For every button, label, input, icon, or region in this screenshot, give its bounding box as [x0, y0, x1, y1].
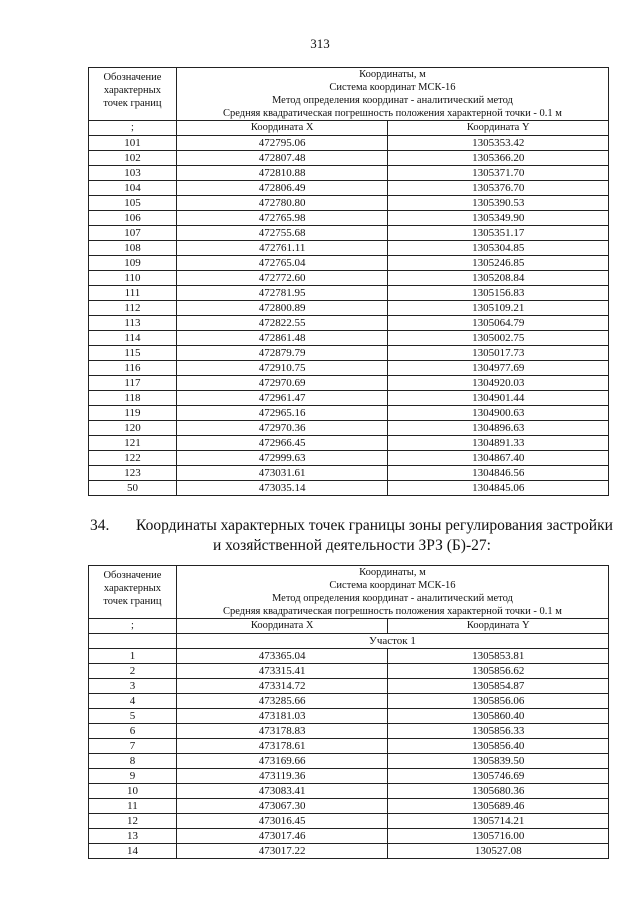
- column-header-row: [89, 121, 609, 136]
- coordinate-x-cell: 473067.30: [176, 799, 388, 814]
- table-row: [89, 844, 609, 859]
- coordinate-x-cell: 472800.89: [176, 301, 388, 316]
- point-number-cell: 121: [89, 436, 177, 451]
- table-row: [89, 739, 609, 754]
- coordinate-x-cell: 473169.66: [176, 754, 388, 769]
- point-number-cell: 5: [89, 709, 177, 724]
- coordinates-table-1: [88, 67, 609, 496]
- coordinate-y-cell: 1304900.63: [388, 406, 609, 421]
- sub-header-y: Координата Y: [388, 121, 609, 136]
- coordinate-x-cell: 472879.79: [176, 346, 388, 361]
- coordinate-y-cell: 1305351.17: [388, 226, 609, 241]
- table-row: [89, 256, 609, 271]
- point-number-cell: 117: [89, 376, 177, 391]
- point-number-cell: 103: [89, 166, 177, 181]
- group-row: [89, 634, 609, 649]
- table-row: [89, 814, 609, 829]
- coordinate-y-cell: 1305856.40: [388, 739, 609, 754]
- table-row: [89, 376, 609, 391]
- table-row: [89, 649, 609, 664]
- point-number-cell: 1: [89, 649, 177, 664]
- table-row: [89, 436, 609, 451]
- coordinate-x-cell: 473119.36: [176, 769, 388, 784]
- table-row: [89, 136, 609, 151]
- table-row: [89, 481, 609, 496]
- coordinate-y-cell: 1305156.83: [388, 286, 609, 301]
- table-header-row: [89, 68, 609, 121]
- coordinate-y-cell: 1305746.69: [388, 769, 609, 784]
- sub-header-x: Координата X: [176, 121, 388, 136]
- column-header-row: [89, 619, 609, 634]
- coordinate-x-cell: 472781.95: [176, 286, 388, 301]
- table-row: [89, 151, 609, 166]
- coordinate-y-cell: 1305390.53: [388, 196, 609, 211]
- coordinate-y-cell: 1304896.63: [388, 421, 609, 436]
- point-number-cell: 106: [89, 211, 177, 226]
- coordinate-y-cell: 1304867.40: [388, 451, 609, 466]
- point-number-cell: 113: [89, 316, 177, 331]
- point-number-cell: 114: [89, 331, 177, 346]
- coordinate-x-cell: 473083.41: [176, 784, 388, 799]
- coordinate-x-cell: 473315.41: [176, 664, 388, 679]
- page-number: 313: [310, 36, 330, 51]
- header-info-line: Координаты, м: [359, 567, 426, 578]
- coordinate-y-cell: 1305714.21: [388, 814, 609, 829]
- section-title-line-2: и хозяйственной деятельности ЗРЗ (Б)-27:: [213, 537, 491, 554]
- table-row: [89, 694, 609, 709]
- coordinate-x-cell: 472795.06: [176, 136, 388, 151]
- coordinate-x-cell: 472807.48: [176, 151, 388, 166]
- table-row: [89, 709, 609, 724]
- coordinate-y-cell: 1305856.62: [388, 664, 609, 679]
- table-row: [89, 799, 609, 814]
- table-row: [89, 211, 609, 226]
- coordinate-y-cell: 1304846.56: [388, 466, 609, 481]
- coordinate-y-cell: 1305716.00: [388, 829, 609, 844]
- header-label-line: точек границ: [103, 596, 162, 607]
- coordinate-x-cell: 472761.11: [176, 241, 388, 256]
- coordinate-x-cell: 472965.16: [176, 406, 388, 421]
- sub-header-y: Координата Y: [388, 619, 609, 634]
- table-row: [89, 196, 609, 211]
- coordinate-y-cell: 1305064.79: [388, 316, 609, 331]
- point-designation-header: [89, 566, 177, 619]
- table-row: [89, 466, 609, 481]
- table-row: [89, 664, 609, 679]
- coordinate-y-cell: 1305839.50: [388, 754, 609, 769]
- table-row: [89, 679, 609, 694]
- coordinate-x-cell: 473181.03: [176, 709, 388, 724]
- point-number-cell: 105: [89, 196, 177, 211]
- point-number-cell: 109: [89, 256, 177, 271]
- point-number-cell: 14: [89, 844, 177, 859]
- coordinate-y-cell: 1305353.42: [388, 136, 609, 151]
- coordinate-x-cell: 472772.60: [176, 271, 388, 286]
- coordinate-x-cell: 472999.63: [176, 451, 388, 466]
- coordinate-y-cell: 1305689.46: [388, 799, 609, 814]
- header-info-line: Метод определения координат - аналитический метод: [271, 95, 513, 106]
- coordinate-y-cell: 1305856.33: [388, 724, 609, 739]
- sub-header-col1: ;: [89, 121, 177, 136]
- coordinate-x-cell: 472910.75: [176, 361, 388, 376]
- point-designation-header: [89, 68, 177, 121]
- table-row: [89, 391, 609, 406]
- header-info-line: Средняя квадратическая погрешность положения характерной точки - 0.1 м: [222, 606, 562, 617]
- point-number-cell: 9: [89, 769, 177, 784]
- table-row: [89, 421, 609, 436]
- coordinate-y-cell: 1305853.81: [388, 649, 609, 664]
- point-number-cell: 2: [89, 664, 177, 679]
- point-number-cell: 122: [89, 451, 177, 466]
- point-number-cell: 12: [89, 814, 177, 829]
- header-label-line: Обозначение: [103, 72, 162, 83]
- coordinate-y-cell: 1305304.85: [388, 241, 609, 256]
- table-row: [89, 286, 609, 301]
- coordinate-x-cell: 472822.55: [176, 316, 388, 331]
- coordinate-y-cell: 1304891.33: [388, 436, 609, 451]
- table-row: [89, 361, 609, 376]
- coordinate-y-cell: 1305856.06: [388, 694, 609, 709]
- point-number-cell: 7: [89, 739, 177, 754]
- coordinate-x-cell: 472765.98: [176, 211, 388, 226]
- coordinates-info-header: [176, 566, 608, 619]
- coordinate-y-cell: 1305680.36: [388, 784, 609, 799]
- coordinate-y-cell: 1305376.70: [388, 181, 609, 196]
- point-number-cell: 118: [89, 391, 177, 406]
- coordinate-y-cell: 1304977.69: [388, 361, 609, 376]
- header-label-line: характерных: [103, 583, 161, 594]
- coordinate-x-cell: 473178.61: [176, 739, 388, 754]
- table-row: [89, 769, 609, 784]
- coordinate-x-cell: 472970.69: [176, 376, 388, 391]
- coordinate-x-cell: 473016.45: [176, 814, 388, 829]
- coordinate-y-cell: 1305860.40: [388, 709, 609, 724]
- coordinate-x-cell: 473017.46: [176, 829, 388, 844]
- coordinate-y-cell: 1305109.21: [388, 301, 609, 316]
- coordinate-y-cell: 130527.08: [388, 844, 609, 859]
- point-number-cell: 101: [89, 136, 177, 151]
- table-row: [89, 166, 609, 181]
- coordinate-y-cell: 1305371.70: [388, 166, 609, 181]
- coordinate-x-cell: 473031.61: [176, 466, 388, 481]
- point-number-cell: 50: [89, 481, 177, 496]
- coordinate-y-cell: 1305208.84: [388, 271, 609, 286]
- table-row: [89, 241, 609, 256]
- point-number-cell: 107: [89, 226, 177, 241]
- coordinate-y-cell: 1304901.44: [388, 391, 609, 406]
- table-header-row: [89, 566, 609, 619]
- section-title-line-1: Координаты характерных точек границы зоны регулирования застройки: [136, 517, 613, 534]
- header-label-line: Обозначение: [103, 570, 162, 581]
- coordinate-y-cell: 1305366.20: [388, 151, 609, 166]
- point-number-cell: 11: [89, 799, 177, 814]
- header-info-line: Координаты, м: [359, 69, 426, 80]
- coordinate-y-cell: 1305246.85: [388, 256, 609, 271]
- coordinate-x-cell: 473285.66: [176, 694, 388, 709]
- point-number-cell: 104: [89, 181, 177, 196]
- header-info-line: Система координат МСК-16: [329, 580, 456, 591]
- coordinate-y-cell: 1305349.90: [388, 211, 609, 226]
- coordinate-x-cell: 472780.80: [176, 196, 388, 211]
- coordinate-x-cell: 472966.45: [176, 436, 388, 451]
- point-number-cell: 108: [89, 241, 177, 256]
- header-info-line: Система координат МСК-16: [329, 82, 456, 93]
- point-number-cell: 120: [89, 421, 177, 436]
- point-number-cell: 102: [89, 151, 177, 166]
- coordinate-y-cell: 1304845.06: [388, 481, 609, 496]
- group-label: Участок 1: [176, 634, 608, 649]
- table-row: [89, 784, 609, 799]
- table-row: [89, 331, 609, 346]
- sub-header-col1: ;: [89, 619, 177, 634]
- coordinates-info-header: [176, 68, 608, 121]
- table-row: [89, 271, 609, 286]
- point-number-cell: 115: [89, 346, 177, 361]
- coordinates-table-2: [88, 565, 609, 859]
- section-number: 34.: [90, 517, 110, 534]
- point-number-cell: 10: [89, 784, 177, 799]
- coordinate-x-cell: 472961.47: [176, 391, 388, 406]
- point-number-cell: 111: [89, 286, 177, 301]
- point-number-cell: 123: [89, 466, 177, 481]
- point-number-cell: 3: [89, 679, 177, 694]
- coordinate-x-cell: 473035.14: [176, 481, 388, 496]
- table-row: [89, 316, 609, 331]
- coordinate-x-cell: 472810.88: [176, 166, 388, 181]
- header-label-line: точек границ: [103, 98, 162, 109]
- sub-header-x: Координата X: [176, 619, 388, 634]
- header-info-line: Метод определения координат - аналитический метод: [271, 593, 513, 604]
- table-row: [89, 346, 609, 361]
- group-cell-empty: [89, 634, 177, 649]
- coordinate-x-cell: 473017.22: [176, 844, 388, 859]
- point-number-cell: 116: [89, 361, 177, 376]
- point-number-cell: 13: [89, 829, 177, 844]
- coordinate-x-cell: 472755.68: [176, 226, 388, 241]
- coordinate-y-cell: 1305017.73: [388, 346, 609, 361]
- table-row: [89, 181, 609, 196]
- point-number-cell: 110: [89, 271, 177, 286]
- point-number-cell: 119: [89, 406, 177, 421]
- point-number-cell: 8: [89, 754, 177, 769]
- point-number-cell: 4: [89, 694, 177, 709]
- coordinate-y-cell: 1305854.87: [388, 679, 609, 694]
- coordinate-x-cell: 472806.49: [176, 181, 388, 196]
- header-info-line: Средняя квадратическая погрешность положения характерной точки - 0.1 м: [222, 108, 562, 119]
- coordinate-x-cell: 473365.04: [176, 649, 388, 664]
- coordinate-x-cell: 473178.83: [176, 724, 388, 739]
- table-row: [89, 754, 609, 769]
- coordinate-x-cell: 473314.72: [176, 679, 388, 694]
- coordinate-x-cell: 472861.48: [176, 331, 388, 346]
- coordinate-y-cell: 1305002.75: [388, 331, 609, 346]
- point-number-cell: 6: [89, 724, 177, 739]
- table-row: [89, 406, 609, 421]
- coordinate-x-cell: 472970.36: [176, 421, 388, 436]
- table-row: [89, 301, 609, 316]
- table-row: [89, 451, 609, 466]
- table-row: [89, 724, 609, 739]
- table-row: [89, 829, 609, 844]
- header-label-line: характерных: [103, 85, 161, 96]
- point-number-cell: 112: [89, 301, 177, 316]
- coordinate-x-cell: 472765.04: [176, 256, 388, 271]
- table-row: [89, 226, 609, 241]
- coordinate-y-cell: 1304920.03: [388, 376, 609, 391]
